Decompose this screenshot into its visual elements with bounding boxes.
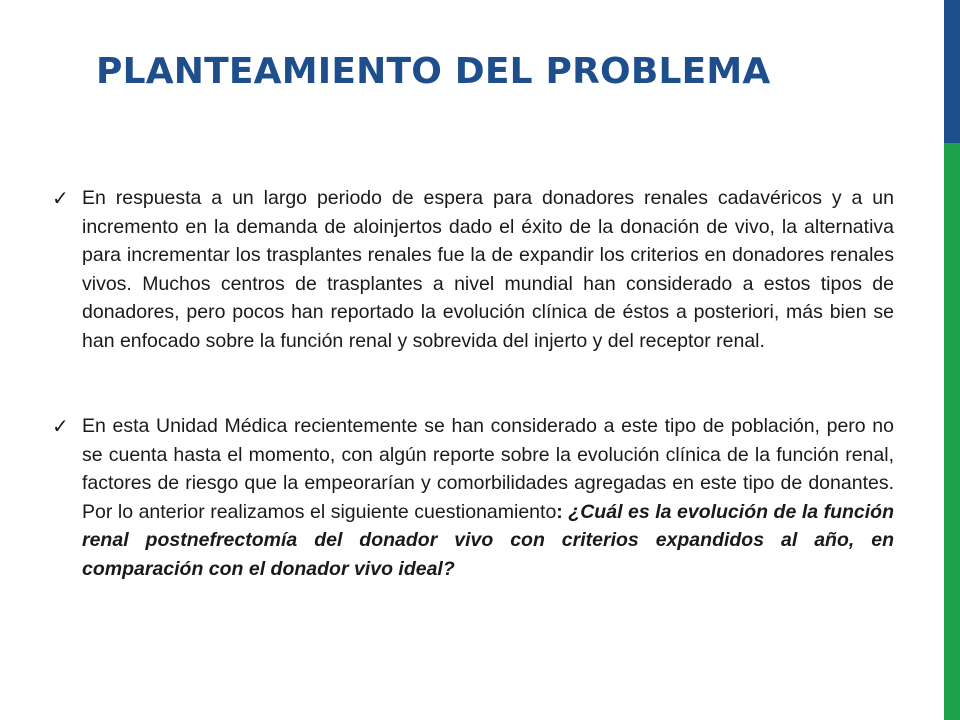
bullet-text: En respuesta a un largo periodo de espera para donadores renales cadavéricos y a un incremento en la demanda de aloinjertos dado el éxito de la donación de vivo, la alternativa para incrementar los trasplantes renales fue la de expandir los criterios en donadores renales vivos. Muchos centros de trasplantes a nivel mundial han considerado a estos tipos de donadores, pero pocos han reportado la evolución clínica de éstos a posteriori, más bien se han enfocado sobre la función renal y sobrevida del injerto y del receptor renal.	[82, 187, 894, 352]
bullet-colon: :	[556, 500, 563, 523]
slide-title: PLANTEAMIENTO DEL PROBLEMA	[96, 51, 771, 92]
bullet-item-1	[52, 184, 894, 355]
accent-bar-bottom	[944, 143, 960, 720]
check-icon: ✓	[52, 186, 69, 210]
bullet-list	[52, 184, 894, 583]
bullet-text: En esta Unidad Médica recientemente se han considerado a este tipo de población, pero no se cuenta hasta el momento, con algún reporte sobre la evolución clínica de la función renal, factores de riesgo que la empeorarían y comorbilidades agregadas en este tipo de donantes. Por lo anterior realizamos el siguiente cuestionamiento	[82, 415, 894, 523]
research-question: ¿Cuál es la evolución de la función renal postnefrectomía del donador vivo con criterios expandidos al año, en comparación con el donador vivo ideal?	[82, 500, 895, 580]
check-icon: ✓	[52, 414, 69, 438]
accent-bar-top	[944, 0, 960, 143]
bullet-item-2	[52, 412, 894, 583]
